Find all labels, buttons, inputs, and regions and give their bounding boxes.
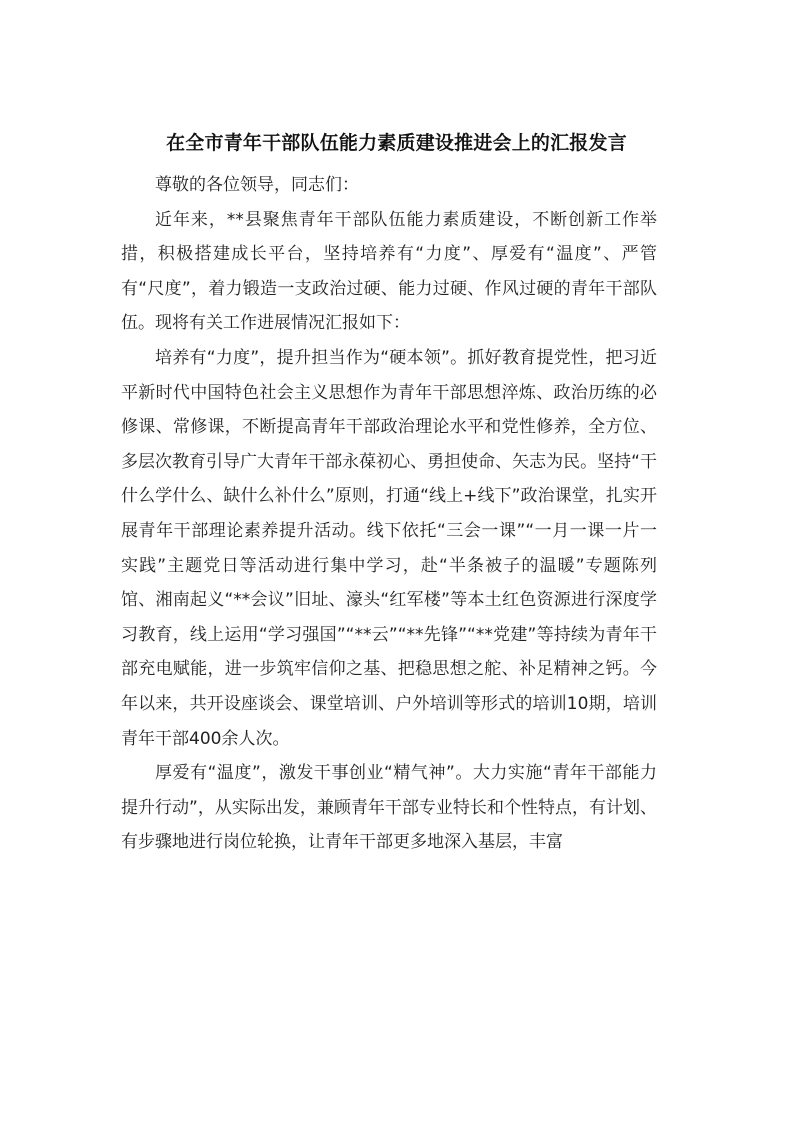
salutation-paragraph: 尊敬的各位领导，同志们： <box>155 175 359 195</box>
section-care-paragraph: 厚爱有“温度”，激发干事创业“精气神”。大力实施“青年干部能力提升行动”，从实际出发，兼顾青年干部专业特长和个性特点，有计划、有步骤地进行岗位轮换，让青年干部更多地深入基层，丰富 <box>121 763 657 853</box>
document-title: 在全市青年干部队伍能力素质建设推进会上的汇报发言 <box>166 132 627 154</box>
section-training-paragraph: 培养有“力度”，提升担当作为“硬本领”。抓好教育提党性，把习近平新时代中国特色社会主义思想作为青年干部思想淬炼、政治历练的必修课、常修课，不断提高青年干部政治理论水平和党性修养，全方位、多层次教育引导广大青年干部永葆初心、勇担使命、矢志为民。坚持“干什么学什么、缺什么补什么”原则，打通“线上+线下”政治课堂，扎实开展青年干部理论素养提升活动。线下依托“三会一课”“一月一课一片一实践”主题党日等活动进行集中学习，赴“半条被子的温暖”专题陈列馆、湘南起义“**会议”旧址、濠头“红军楼”等本土红色资源进行深度学习教育，线上运用“学习强国”“**云”“**先锋”“**党建”等持续为青年干部充电赋能，进一步筑牢信仰之基、把稳思想之舵、补足精神之钙。今年以来，共开设座谈会、课堂培训、户外培训等形式的培训10期，培训青年干部400余人次。 <box>121 347 657 749</box>
document-body <box>121 168 657 860</box>
intro-paragraph: 近年来，**县聚焦青年干部队伍能力素质建设，不断创新工作举措，积极搭建成长平台，坚持培养有“力度”、厚爱有“温度”、严管有“尺度”，着力锻造一支政治过硬、能力过硬、作风过硬的青年干部队伍。现将有关工作进展情况汇报如下： <box>121 209 657 334</box>
